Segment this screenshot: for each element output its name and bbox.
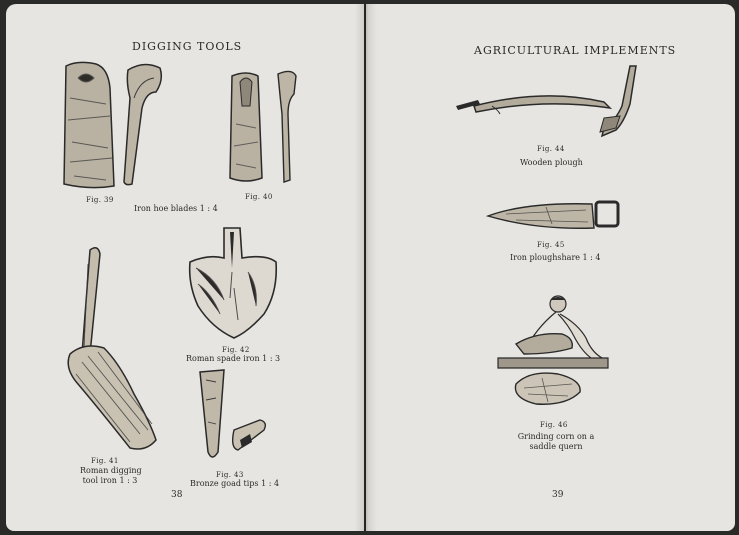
fig-41-caption-line-2: tool iron 1 : 3 xyxy=(82,476,138,485)
fig-41-caption xyxy=(80,466,140,486)
fig-45-caption: Iron ploughshare 1 : 4 xyxy=(510,253,601,262)
fig-45-label: Fig. 45 xyxy=(537,241,565,249)
plough-illustration xyxy=(454,66,654,142)
goad-tip-illustration xyxy=(198,370,272,466)
fig-41-caption-line-1: Roman digging xyxy=(80,466,142,475)
fig-41-label: Fig. 41 xyxy=(91,457,119,465)
fig-44-caption: Wooden plough xyxy=(520,158,583,167)
fig-46-caption-line-1: Grinding corn on a xyxy=(517,432,595,441)
right-page-number: 39 xyxy=(552,490,564,500)
hoe-blades-caption: Iron hoe blades 1 : 4 xyxy=(134,204,218,213)
quern-illustration xyxy=(496,294,620,412)
left-page-title: DIGGING TOOLS xyxy=(132,40,243,53)
hoe-blade-illustration xyxy=(226,66,302,188)
digging-tool-illustration xyxy=(60,244,160,454)
left-page-number: 38 xyxy=(171,490,183,500)
right-page-title: AGRICULTURAL IMPLEMENTS xyxy=(474,44,677,57)
fig-42-label: Fig. 42 xyxy=(222,346,250,354)
fig-40-label: Fig. 40 xyxy=(245,193,273,201)
spade-iron-illustration xyxy=(186,228,282,340)
fig-44-label: Fig. 44 xyxy=(537,145,565,153)
book-gutter xyxy=(355,4,377,531)
fig-46-caption xyxy=(516,432,596,452)
hoe-blade-illustration xyxy=(56,58,166,193)
fig-46-caption-line-2: saddle quern xyxy=(529,442,583,451)
fig-42-caption: Roman spade iron 1 : 3 xyxy=(186,354,281,363)
ploughshare-illustration xyxy=(486,198,626,232)
fig-39-label: Fig. 39 xyxy=(86,196,114,204)
fig-43-caption: Bronze goad tips 1 : 4 xyxy=(190,479,280,488)
fig-43-label: Fig. 43 xyxy=(216,471,244,479)
fig-46-label: Fig. 46 xyxy=(540,421,568,429)
